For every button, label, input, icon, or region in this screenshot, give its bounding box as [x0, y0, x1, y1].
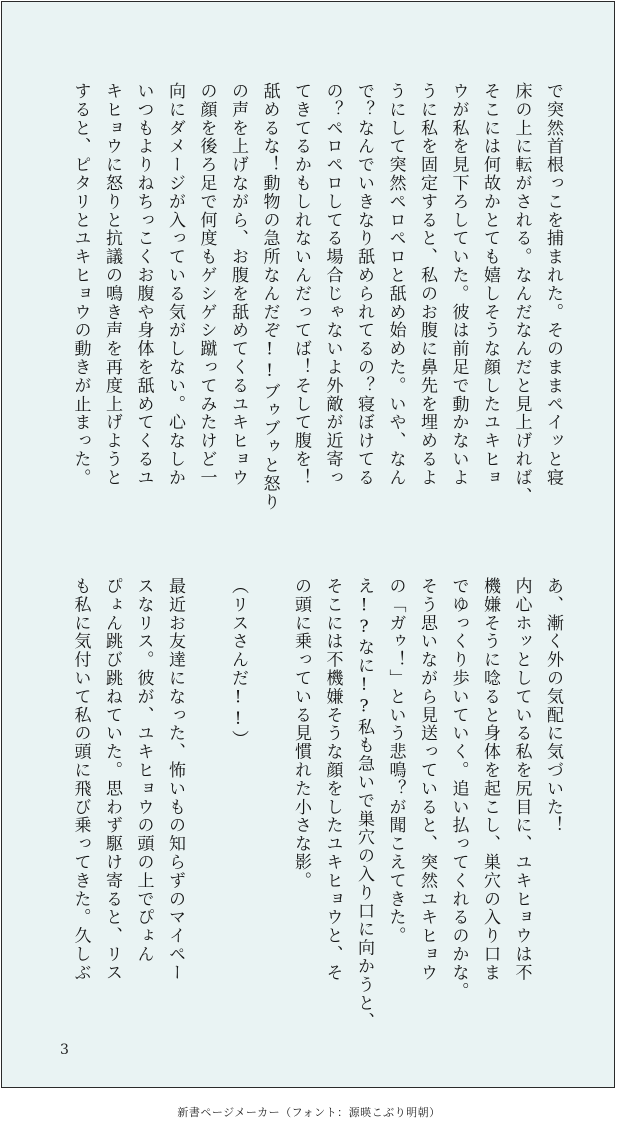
- text-line: ぴょん跳び跳ねていた。思わず駆け寄ると、リス: [102, 577, 122, 982]
- text-line: の顔を後ろ足で何度もゲシゲシ蹴ってみたけど一: [196, 82, 217, 487]
- text-line: でゆっくり歩いていく。追い払ってくれるのかな。: [448, 577, 469, 1001]
- text-line: うにして突然ペロペロと舐め始めた。いや、なん: [385, 82, 406, 487]
- text-line: で突然首根っこを捕まれた。そのままペイッと寝: [543, 82, 563, 487]
- text-line: そこには何故かとても嬉しそうな顔したユキヒョ: [480, 82, 500, 487]
- text-line: の「ガゥ！」という悲鳴？が聞こえてきた。: [385, 577, 406, 945]
- text-line: てきてるかもしれないんだってば！そして腹を！: [291, 82, 311, 487]
- blank-line: [190, 577, 222, 997]
- blank-line: [253, 577, 285, 997]
- book-page: [1, 1, 615, 1088]
- text-line: スなリス。彼が、ユキヒョウの頭の上でぴょん: [133, 577, 154, 964]
- text-line: いつもよりねちっこくお腹や身体を舐めてくるユ: [133, 82, 154, 487]
- text-line: そこには不機嫌そうな顔をしたユキヒョウと、そ: [322, 577, 343, 982]
- upper-text-block: [64, 82, 568, 532]
- text-line: 向にダメージが入っている気がしない。心なしか: [165, 82, 185, 487]
- footer-credit: 新書ページメーカー（フォント：源暎こぶり明朝）: [177, 1106, 441, 1119]
- text-line: 機嫌そうに唸ると身体を起こし、巣穴の入り口ま: [480, 577, 500, 982]
- text-line: あ、漸く外の気配に気づいた！: [543, 577, 563, 835]
- text-line: キヒョウに怒りと抗議の鳴き声を再度上げようと: [102, 82, 122, 487]
- text-line: の声を上げながら、お腹を舐めてくるユキヒョウ: [228, 82, 248, 487]
- text-line: で？なんでいきなり舐められてるの？寝ぼけてる: [354, 82, 374, 487]
- text-line: （リスさんだ!!）: [228, 577, 248, 749]
- text-line: 最近お友達になった、怖いもの知らずのマイペー: [165, 577, 185, 982]
- text-line: すると、ピタリとユキヒョウの動きが止まった。: [70, 82, 91, 487]
- text-line: うに私を固定すると、私のお腹に鼻先を埋めるよ: [417, 82, 437, 487]
- page-number: 3: [60, 1042, 69, 1058]
- lower-text-block: [64, 577, 568, 1031]
- text-line: 舐めるな！動物の急所なんだぞ!!ブゥブゥと怒り: [259, 82, 280, 512]
- text-line: 床の上に転がされる。なんだなんだと見上げれば、: [511, 82, 532, 506]
- text-line: の？ペロペロしてる場合じゃないよ外敵が近寄っ: [322, 82, 343, 487]
- text-line: の頭に乗っている見慣れた小さな影。: [291, 577, 311, 890]
- text-line: え!?なに!?私も急いで巣穴の入り口に向かうと、: [354, 577, 374, 1031]
- text-line: そう思いながら見送っていると、突然ユキヒョウ: [417, 577, 437, 982]
- text-line: ウが私を見下ろしていた。彼は前足で動かないよ: [448, 82, 469, 487]
- text-line: 内心ホッとしている私を尻目に、ユキヒョウは不: [511, 577, 532, 982]
- text-line: も私に気付いて私の頭に飛び乗ってきた。久しぶ: [70, 577, 91, 982]
